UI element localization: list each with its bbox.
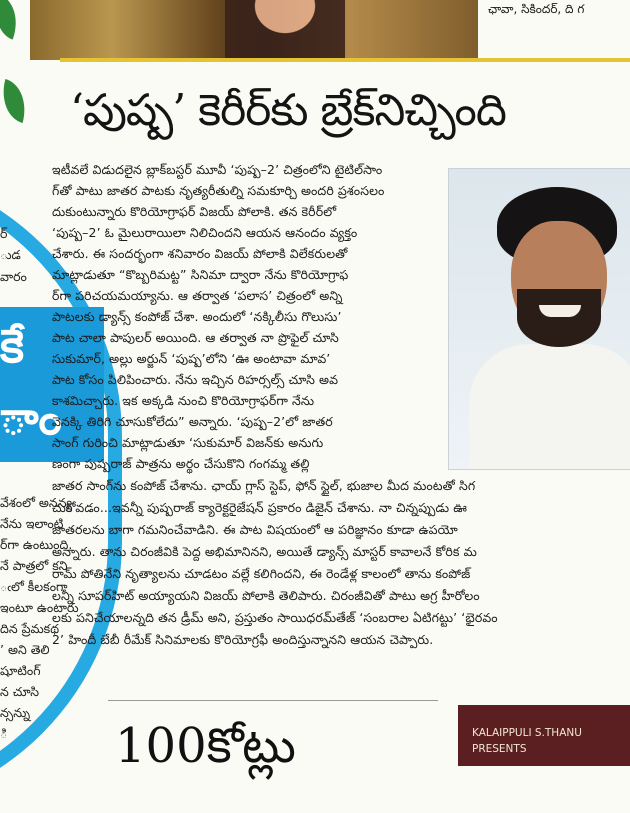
side-line: వారం (0, 269, 27, 284)
side-line: నేను ఇలాంటి (0, 516, 64, 531)
article-line: సాంగ్ గురించి మాట్లాడుతూ ‘సుకుమార్ విజన్‌కు అనుగు (52, 435, 324, 450)
article-line: జాతర సాంగ్‌ను కంపోజ్ చేశాను. ఛాయ్ గ్లాస్ స్టెప్, ఫోన్ స్టైల్, భుజాల మీద మంటతో సిగ (52, 478, 476, 493)
leaf-icon (0, 79, 32, 123)
side-line: ి (0, 726, 8, 741)
article-line: పాటలకు డ్యాన్స్ కంపోజ్ చేశా. అందులో ‘నక్కిలీసు గొలుసు’ (52, 309, 342, 324)
side-line: షూటింగ్ (0, 663, 41, 678)
side-line: నే పాత్రలో కని (0, 558, 68, 573)
side-line: ’ అని తెలి (0, 642, 50, 657)
article-headline: ‘పుష్ప’ కెరీర్‌కు బ్రేక్‌నిచ్చింది (70, 85, 506, 136)
article-line: వెనక్కి తిరిగి చూసుకోలేదు” అన్నారు. ‘పుష్ప–2’లో జాతర (52, 414, 333, 429)
article-line: చేశారు. ఈ సందర్భంగా శనివారం విజయ్ పోలాకి విలేకరులతో (52, 246, 348, 261)
article-line: చుకోవడం...ఇవన్నీ పుష్పరాజ్ క్యారెక్టరైజేషన్ ప్రకారం డిజైన్ చేశాను. నా చిన్నప్పుడు ఊ (52, 500, 467, 515)
article-line: దుకుంటున్నారు కొరియోగ్రాఫర్ విజయ్ పోలాకి. తన కెరీర్‌లో (52, 204, 337, 219)
article-line: 2’ హిందీ బేబీ రీమేక్ సినిమాలకు కొరియోగ్రఫీ అందిస్తున్నానని ఆయన చెప్పారు. (52, 632, 434, 647)
article-line: లన్నీ సూపర్‌హిట్ అయ్యాయని విజయ్ పోలాకి తెలిపారు. చిరంజీవితో పాటు అగ్ర హీరోలం (52, 588, 480, 603)
top-photo (30, 0, 485, 60)
article-line: సుకుమార్, అల్లు అర్జున్ ‘పుష్ప’లోని ‘ఊ అంటావా మావ’ (52, 351, 331, 366)
article-line: ణంగా పుష్పరాజ్ పాత్రను అర్థం చేసుకొని గంగమ్మ తల్లి (52, 456, 310, 471)
article-line: ర్‌గా పరిచయమయ్యాను. ఆ తర్వాత ‘పలాస’ చిత్రంలో అన్ని (52, 288, 343, 303)
article-line: రామ్ పోతినేని నృత్యాలను చూడటం వల్లే కలిగిందని, ఈ రెండేళ్ల కాలంలో తాను కంపోజ్ (52, 566, 471, 581)
article-line: జాతరలను బాగా గమనించేవాడిని. ఈ పాట విషయంలో ఆ పరిజ్ఞానం కూడా ఉపయో (52, 522, 458, 537)
article-line: ఇటీవలే విడుదలైన బ్లాక్‌బస్టర్ మూవీ ‘పుష్ప–2’ చిత్రంలోని టైటిల్‌సాం (52, 162, 383, 177)
next-article-headline: 100కోట్లు (115, 718, 296, 774)
side-line: ర్ (0, 226, 8, 241)
article-line: పాట చాలా పాపులర్ అయింది. ఆ తర్వాత నా ప్రొఫైల్ చూసి (52, 330, 339, 345)
article-line: లకు పనిచేయాలన్నది తన డ్రీమ్ అని, ప్రస్తుతం సాయిధరమ్‌తేజ్ ‘సంబరాల ఏటిగట్టు’ ‘భైరవం (52, 610, 498, 625)
article-line: పాట కోసం పిలిపించారు. నేను ఇచ్చిన రిహర్సల్స్ చూసి అవ (52, 372, 339, 387)
article-line: అన్నారు. తాను చిరంజీవికి పెద్ద అభిమానినని, అయితే డ్యాన్స్ మాస్టర్ కావాలనే కోరిక మ (52, 544, 477, 559)
section-divider (60, 58, 630, 62)
top-caption (478, 0, 630, 60)
side-line: ుడ (0, 247, 21, 262)
movie-ad (458, 705, 630, 766)
article-line: కాశమిచ్చారు. ఇక అక్కడి నుంచి కొరియోగ్రాఫర్‌గా నేను (52, 393, 315, 408)
ad-presents: PRESENTS (472, 743, 527, 755)
side-line: ఁలో కీలకంగా (0, 579, 68, 594)
bottom-divider (108, 700, 438, 701)
choreographer-photo (448, 168, 630, 470)
side-line: ఇంటూ ఉంటారు (0, 600, 79, 615)
article-line: మాట్లాడుతూ “కొబ్బరిమట్ట” సినిమా ద్వారా నేను కొరియోగ్రాఫ (52, 267, 349, 282)
article-line: ‘పుష్ప–2’ ఓ మైలురాయిలా నిలిచిందని ఆయన ఆనందం వ్యక్తం (52, 225, 358, 240)
article-line: గ్‌తో పాటు జాతర పాటకు నృత్యరీతుల్ని సమకూర్చి అందరి ప్రశంసలం (52, 183, 385, 198)
ad-presenter: KALAIPPULI S.THANU (472, 727, 582, 739)
top-caption-text: ఛావా, సికిందర్, ది గ (488, 2, 585, 16)
side-line: న్సన్ను (0, 705, 31, 720)
side-line: ర్‌గా ఉంటుంది. (0, 537, 73, 552)
side-line: వేశంలో అనన్య (0, 495, 73, 510)
side-headline-line: ాం (0, 391, 62, 445)
side-line: దిన ప్రేమకథ (0, 621, 60, 636)
leaf-icon (0, 0, 26, 40)
side-headline-line: కే (0, 319, 25, 373)
side-line: న చూసి (0, 684, 39, 699)
